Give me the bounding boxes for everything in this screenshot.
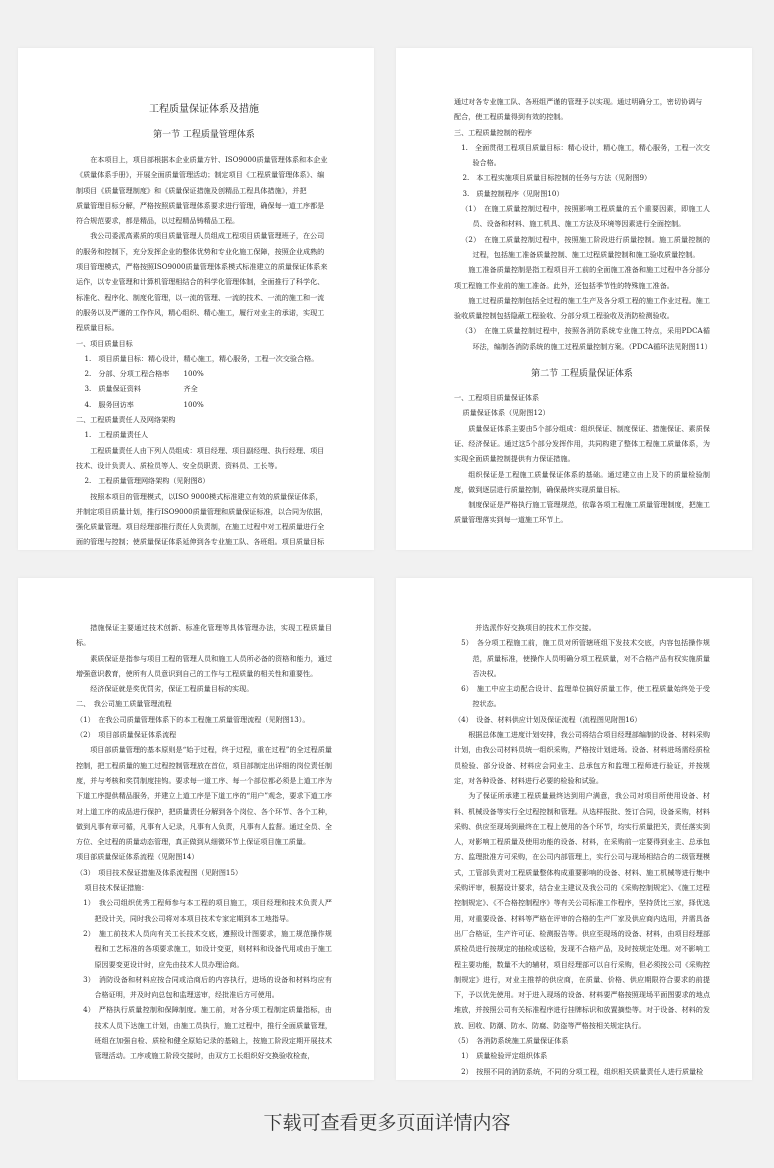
text-line: 4） 严格执行质量控制和保障制度。施工前，对各分项工程制定质量指标，由技术人员下达施工计划，由施工员执行，施工过程中，推行全面质量管理，班组在加强自检、质检和健全原始记录的基础上，按施工阶段定期开展技术管理活动。工序或施工阶段交接时，由双方工长组织好交换验收检查， [83, 1005, 332, 1061]
text-line: 我公司委派高素质的项目质量管理人员组成工程项目质量管理班子，在公司 [90, 231, 325, 241]
download-prompt[interactable]: 下载可查看更多页面详情内容 [263, 1112, 511, 1134]
text-line: 素质保证是指参与项目工程的管理人员和施工人员所必备的资格和能力，通过增强意识教育，使所有人员意识到自己的工作与工程质量的相关性和重要性。 [76, 653, 332, 678]
page-3-content [76, 620, 332, 1080]
text-line: 质量保证体系（见附图12） [462, 408, 550, 418]
text-line: 制项目《质量管理制度》和《质量保证措施及创精品工程具体措施》，并把 [76, 185, 307, 195]
document-page-1 [18, 48, 374, 550]
text-line: 施工过程质量控制包括全过程的施工生产及各分项工程的施工作业过程。施工验收质量控制包括隐蔽工程验收、分部分项工程验收及消防检测验收。 [454, 295, 710, 321]
text-line: 经济保证就是奖优罚劣，保证工程质量目标的实现。 [90, 684, 254, 694]
text-line: 根据总体施工进度计划安排，我公司将结合项目经理部编制的设备、材料采购计划，由我公司材料员统一组织采购，严格按计划进场。设备、材料进场需经质检员检验、部分设备、材料应会同业主、总承包方和监理工程师进行验证，并按规定，对各种设备、材料进行必要的检验和试验。 [454, 730, 710, 785]
text-line: 的服务和控制下，充分发挥企业的整体优势和专业化施工保障，按照企业成熟的 [76, 246, 325, 256]
text-line: 一、工程项目质量保证体系 [454, 393, 540, 403]
text-line: 按照本项目的管理模式，以ISO 9000模式标准建立有效的质量保证体系， [90, 491, 323, 501]
section-heading-2: 第二节 工程质量保证体系 [531, 369, 633, 380]
text-line: 3. 质量保证资料 齐全 [84, 384, 198, 394]
text-line: 工程质量责任人由下列人员组成：项目经理、项目副经理、执行经理、项目 [90, 445, 325, 455]
section-heading: 第一节 工程质量管理体系 [153, 130, 255, 140]
text-line: （3） 在施工质量控制过程中，按照各消防系统专业施工特点，采用PDCA循环法，编制各消防系统的施工过程质量控制方案。（PDCA循环法见附图11） [461, 326, 712, 351]
page-4-content [454, 620, 710, 1080]
text-line: 三、工程质量控制的程序 [454, 127, 533, 137]
text-line: 质量管理目标分解，严格按照质量管理体系要求进行管理，确保每一道工序都是 [76, 200, 325, 210]
text-line: 2. 工程质量管理网络架构（见附图8） [84, 476, 210, 486]
text-line: 项目部质量管理的基本原则是“始于过程，终于过程，重在过程”的全过程质量控制，把工程质量的施工过程控制管理放在首位，项目部制定出详细的岗位责任制度，并与考核和奖罚制度挂钩。要求每一道工序、每一个部位都必须是上道工序为下道工序提供精品服务，并建立上道工序是下道工序的“用户”观念，要求下道工序对上道工序的成品进行保护，把质量责任分解到各个岗位、各个环节、各个工种，做到凡事有章可循，凡事有人记录，凡事有人负责，凡事有人监督。通过全员、全方位、全过程的质量动态管理，真正做到从细微环节上保证项目施工质量。 [76, 745, 332, 847]
page-1-content [76, 102, 332, 550]
text-line: 制度保证是严格执行施工管理规范，依靠各项工程施工质量管理制度，把施工质量管理落实到每一道施工环节上。 [454, 500, 710, 525]
text-line: 《质量体系手册》，开展全面质量管理活动；制定项目《工程质量管理体系》、编 [76, 170, 325, 180]
text-line: 一、项目质量目标 [76, 338, 133, 348]
text-line: （5） 各消防系统施工质量保证体系 [454, 1036, 569, 1046]
page-2-body-2 [454, 390, 710, 528]
text-line: 二、 我公司施工质量管理流程 [76, 699, 172, 709]
text-line: （2） 项目部质量保证体系流程 [76, 730, 177, 740]
text-line: 为了保证所承建工程质量最终达到用户满意，我公司对项目所使用设备、材料、机械设备等实行全过程控制和管理。从选样报批、签订合同，设备采购，材料采购、供应至现场到最终在工程上使用的各个环节，均实行质量把关，责任落实到人，对影响工程质量及使用功能的设备、材料，在采购前一定要得到业主、总承包方、监理批准方可采购，在公司内部管理上，实行公司与现场相结合的二级管理模式，工管部负责对工程质量整体构成重要影响的设备、材料、施工机械等进行集中采购评审，根据设计要求，结合业主建议及我公司的《采购控制规定》、《施工过程控制规定》、《不合格控制程序》等有关公司标准工作程序，坚持货比三家，择优选用，对重要设备、材料等严格在评审的合格的生产厂家及供应商内选用，并需具备出厂合格证，生产许可证、检测报告等。供应至现场的设备、材料，由项目经理部质检员进行按规定的抽检或送检，发现不合格产品，及时按规定处理。对不影响工程主要功能，数量不大的辅材，项目经理部可以自行采购，但必须按公司《采购控制规定》进行，对业主推荐的供应商，在质量、价格、供应期限符合要求的前提下，予以优先使用。对于进入现场的设备、材料要严格按照现场平面图要求的地点堆放，并按照公司有关标准程序进行挂牌标识和放置摘垫等。对于设备、材料的发放、回收、防潮、防水、防腐、防盗等严格按相关规定执行。 [454, 791, 710, 1030]
text-line: 程质量目标。 [76, 323, 119, 333]
text-line: 符合规范要求，都是精品，以过程精品铸精品工程。 [76, 216, 240, 226]
text-line: 项目管理模式，严格按照ISO9000质量管理体系模式标准建立的质量保证体系来 [76, 262, 328, 272]
text-line: 项目部质量保证体系流程（见附图14） [76, 852, 199, 862]
text-line: 1） 我公司组织优秀工程师参与本工程的项目施工，项目经理和技术负责人严把设计关，同时我公司将对本项目技术专家定期到本工地指导。 [83, 898, 332, 923]
text-line: 1. 项目质量目标：精心设计，精心施工，精心服务，工程一次交验合格。 [84, 353, 319, 363]
text-line: 1. 工程质量责任人 [84, 430, 149, 440]
text-line: 3. 质量控制程序（见附图10） [462, 188, 564, 198]
text-line: （4） 设备、材料供应计划及保证流程（流程图见附图16） [454, 714, 642, 724]
text-line: 运作，以专业管理和计算机管理相结合的科学化管理体制，全面推行了科学化、 [76, 277, 325, 287]
document-page-3 [18, 578, 374, 1080]
text-line: 的服务以及严谨的工作作风，精心组织、精心施工，履行对业主的承诺，实现工 [76, 307, 325, 317]
text-line: 通过对各专业施工队、各班组严谨的管理予以实现。通过明确分工，密切协调与 [454, 97, 703, 106]
text-line: 强化质量管理。项目经理部推行责任人负责制，在施工过程中对工程质量进行全 [76, 522, 325, 532]
text-line: 标准化、程序化、制度化管理，以一流的管理、一流的技术、一流的施工和一流 [76, 292, 325, 302]
text-line: 二、工程质量责任人及网络架构 [76, 415, 176, 425]
text-line: （2） 在施工质量控制过程中，按照施工阶段进行质量控制。施工质量控制的过程，包括施工准备质量控制、施工过程质量控制和施工验收质量控制。 [461, 234, 710, 259]
text-line: （1） 在我公司质量管理体系下的本工程施工质量管理流程（见附图13）。 [76, 714, 310, 724]
text-line: 1. 全面贯彻工程项目质量目标：精心设计，精心施工，精心服务，工程一次交验合格。 [461, 142, 710, 168]
text-line: （3） 项目技术保证措施及体系流程图（见附图15） [76, 867, 243, 877]
text-line: 项目技术保证措施： [84, 883, 149, 893]
text-line: 并选派作好交换项目的技术工作交接。 [461, 623, 596, 632]
text-line: 3） 消防设备和材料应按合同或洽商后的内容执行，进场的设备和材料均应有合格证明，并及时向总包和监理送审，经批准后方可使用。 [83, 974, 332, 1000]
text-line: 2） 按照不同的消防系统，不同的分项工程，组织相关质量责任人进行质量检 [461, 1066, 704, 1076]
text-line: 组织保证是工程施工质量保证体系的基础。通过建立由上及下的质量检验制度，做到逐层进行质量控制，确保最终实现质量目标。 [454, 469, 710, 494]
text-line: 2. 本工程实施项目质量目标控制的任务与方法（见附图9） [462, 173, 652, 183]
text-line: 并制定项目质量计划，推行ISO9000质量管理和质量保证标准，以合同为依据， [76, 506, 328, 516]
text-line: 施工准备质量控制是指工程项目开工前的全面施工准备和施工过程中各分部分项工程施工作业前的施工准备。此外，还包括季节性的特殊施工准备。 [454, 265, 710, 290]
text-line: 1） 质量检验评定组织体系 [461, 1051, 548, 1061]
text-line: 配合，使工程质量得到有效的控制。 [454, 112, 568, 122]
document-page-4 [396, 578, 752, 1080]
page-3-body [76, 620, 332, 1064]
page-1-body [76, 152, 332, 550]
text-line: 在本项目上，项目部根据本企业质量方针、ISO9000质量管理体系和本企业 [90, 155, 328, 164]
document-page-2 [396, 48, 752, 550]
text-line: 5） 各分项工程施工前，施工员对所管辖班组下发技术交底，内容包括操作规范，质量标准，使操作人员明确分项工程质量，对不合格产品有权实施质量否决权。 [461, 638, 710, 678]
text-line: 2. 分部、分项工程合格率 100% [84, 369, 204, 379]
text-line: 质量保证体系主要由5个部分组成：组织保证、制度保证、措施保证、素质保证、经济保证。通过这5个部分发挥作用，共同构建了整体工程施工质量体系，为实现全面质量控制提供有力保证措施。 [454, 423, 710, 464]
page-4-body [454, 620, 710, 1079]
page-2-content [454, 94, 710, 550]
text-line: 4. 服务回访率 100% [84, 399, 204, 409]
text-line: 技术、设计负责人、质检员等人、安全员职责、资料员、工长等。 [76, 460, 282, 470]
text-line: 2） 施工前技术人员向有关工长技术交底，遵照设计图要求，施工规范操作规程和工艺标准的各项要求施工，如设计变更，则材料和设备代用或由于施工原因要变更设计时，应先由技术人员办理洽商。 [83, 928, 332, 969]
text-line: 面的管理与控制；使质量保证体系延伸到各专业施工队、各班组。项目质量目标 [76, 537, 325, 547]
text-line: 措施保证主要通过技术创新、标准化管理等具体管理办法，实现工程质量目标。 [76, 623, 332, 648]
text-line: 6） 施工中应主动配合设计、监理单位搞好质量工作，使工程质量始终处于受控状态。 [461, 684, 710, 709]
page-2-body [454, 94, 710, 354]
text-line: （1） 在施工质量控制过程中，按照影响工程质量的五个重要因素，即施工人员、设备和材料、施工机具、施工方法及环境等因素进行全面控制。 [461, 204, 710, 229]
document-title: 工程质量保证体系及措施 [149, 104, 259, 115]
